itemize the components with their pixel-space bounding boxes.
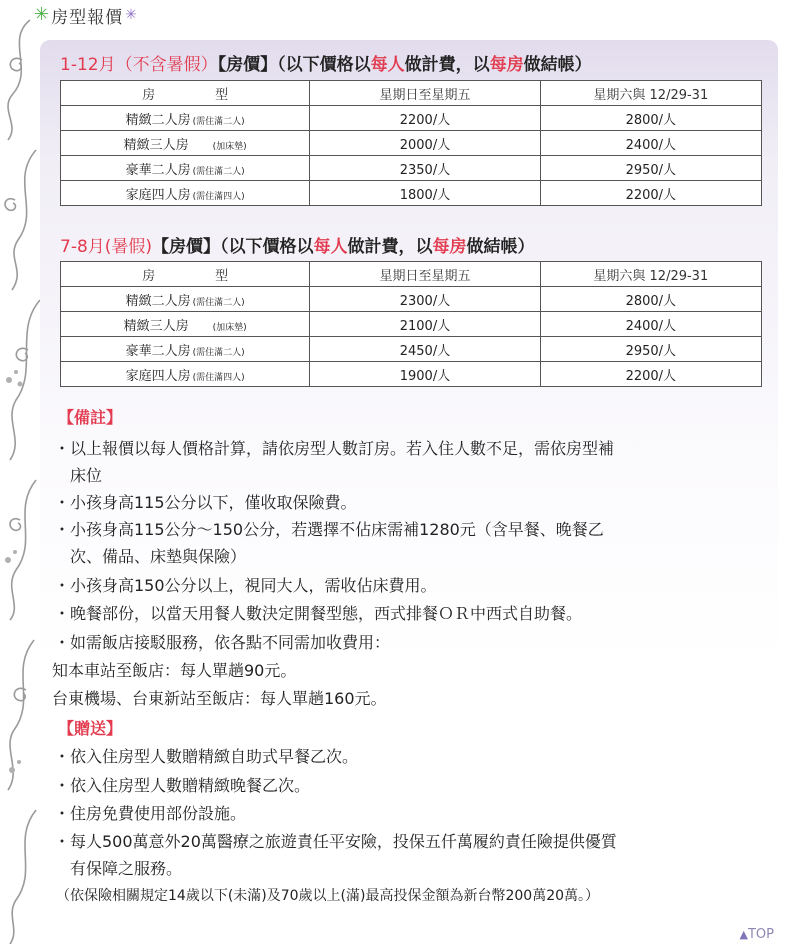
remark-line: ・小孩身高150公分以上，視同大人，需收佔床費用。 — [54, 576, 437, 595]
remark-line: ・小孩身高115公分以下，僅收取保險費。 — [54, 493, 357, 512]
page-header — [34, 0, 137, 30]
weekday-price: 2450/人 — [310, 337, 540, 362]
weekend-price: 2400/人 — [540, 131, 761, 156]
weekend-price: 2200/人 — [540, 181, 761, 206]
room-type-cell: 家庭四人房 (需住滿四人) — [61, 181, 310, 206]
gift-line: 有保障之服務。 — [70, 859, 183, 878]
triangle-up-icon: ▲ — [739, 928, 748, 941]
back-to-top-link[interactable] — [740, 927, 774, 942]
weekend-price: 2950/人 — [540, 156, 761, 181]
weekday-price: 2100/人 — [310, 312, 540, 337]
rate-bracket: 【房價】 — [217, 55, 278, 75]
shuttle-fee-line: 知本車站至飯店：每人單趟90元。 — [52, 661, 297, 680]
header-weekend: 星期六與 12/29-31 — [540, 81, 761, 106]
remark-line: ・以上報價以每人價格計算，請依房型人數訂房。若入住人數不足，需依房型補 — [54, 439, 615, 458]
table-row — [61, 181, 762, 206]
weekend-price: 2800/人 — [540, 106, 761, 131]
section-heading-2 — [60, 232, 535, 257]
remark-line: ・如需飯店接駁服務，依各點不同需加收費用： — [54, 633, 391, 652]
room-type-cell: 家庭四人房 (需住滿四人) — [61, 362, 310, 387]
highlight-per-room: 每房 — [432, 237, 467, 257]
header-weekend: 星期六與 12/29-31 — [540, 262, 761, 287]
room-type-cell: 精緻二人房 (需住滿二人) — [61, 287, 310, 312]
page-title: 房型報價 — [51, 7, 124, 28]
table-header-row — [61, 262, 762, 287]
room-type-cell: 豪華二人房 (需住滿二人) — [61, 337, 310, 362]
period-label: 1-12月（不含暑假） — [60, 55, 218, 75]
header-room-type: 房 型 — [61, 262, 310, 287]
top-label: TOP — [747, 927, 774, 942]
remark-line: 次、備品、床墊與保險） — [70, 547, 247, 566]
room-type-cell: 精緻二人房 (需住滿二人) — [61, 106, 310, 131]
note-text: 做計費，以 — [347, 237, 433, 257]
header-weekday: 星期日至星期五 — [310, 81, 540, 106]
table-row — [61, 131, 762, 156]
weekday-price: 2000/人 — [310, 131, 540, 156]
highlight-per-person: 每人 — [313, 237, 348, 257]
weekday-price: 2300/人 — [310, 287, 540, 312]
note-text: （以下價格以 — [220, 237, 314, 257]
header-weekday: 星期日至星期五 — [310, 262, 540, 287]
gifts-heading: 【贈送】 — [58, 719, 123, 738]
note-text: （以下價格以 — [277, 55, 371, 75]
green-flower-icon: ✳ — [34, 4, 50, 25]
weekend-price: 2950/人 — [540, 337, 761, 362]
gift-line: ・每人500萬意外20萬醫療之旅遊責任平安險，投保五仟萬履約責任險提供優質 — [54, 832, 617, 851]
gift-line: ・住房免費使用部份設施。 — [54, 804, 247, 823]
table-row — [61, 337, 762, 362]
room-type-cell: 豪華二人房 (需住滿二人) — [61, 156, 310, 181]
highlight-per-person: 每人 — [370, 55, 405, 75]
room-type-cell: 精緻三人房 (加床墊) — [61, 312, 310, 337]
gift-line: ・依入住房型人數贈精緻自助式早餐乙次。 — [54, 747, 359, 766]
insurance-footnote: （依保險相關規定14歲以下(未滿)及70歲以上(滿)最高投保金額為新台幣200萬20萬。） — [56, 888, 600, 904]
weekend-price: 2200/人 — [540, 362, 761, 387]
section-heading-1 — [60, 50, 592, 75]
gift-line: ・依入住房型人數贈精緻晚餐乙次。 — [54, 776, 311, 795]
header-room-type: 房 型 — [61, 81, 310, 106]
note-text: 做結帳） — [466, 237, 535, 257]
note-text: 做計費，以 — [404, 55, 490, 75]
table-header-row — [61, 81, 762, 106]
remark-line: 床位 — [70, 466, 103, 485]
rate-bracket: 【房價】 — [152, 237, 221, 257]
remarks-heading: 【備註】 — [58, 408, 123, 427]
weekday-price: 2200/人 — [310, 106, 540, 131]
note-text: 做結帳） — [523, 55, 592, 75]
weekend-price: 2400/人 — [540, 312, 761, 337]
shuttle-fee-line: 台東機場、台東新站至飯店：每人單趟160元。 — [52, 689, 387, 708]
highlight-per-room: 每房 — [489, 55, 524, 75]
purple-flower-icon: ✳ — [125, 7, 137, 23]
rate-table-1 — [60, 80, 762, 206]
weekend-price: 2800/人 — [540, 287, 761, 312]
table-row — [61, 106, 762, 131]
weekday-price: 2350/人 — [310, 156, 540, 181]
table-row — [61, 156, 762, 181]
table-row — [61, 312, 762, 337]
room-type-cell: 精緻三人房 (加床墊) — [61, 131, 310, 156]
weekday-price: 1900/人 — [310, 362, 540, 387]
period-label: 7-8月(暑假) — [60, 237, 153, 257]
table-row — [61, 287, 762, 312]
remark-line: ・小孩身高115公分～150公分，若選擇不佔床需補1280元（含早餐、晚餐乙 — [54, 520, 604, 539]
table-row — [61, 362, 762, 387]
rate-table-2 — [60, 261, 762, 387]
remark-line: ・晚餐部份，以當天用餐人數決定開餐型態，西式排餐ＯＲ中西式自助餐。 — [54, 604, 583, 623]
weekday-price: 1800/人 — [310, 181, 540, 206]
